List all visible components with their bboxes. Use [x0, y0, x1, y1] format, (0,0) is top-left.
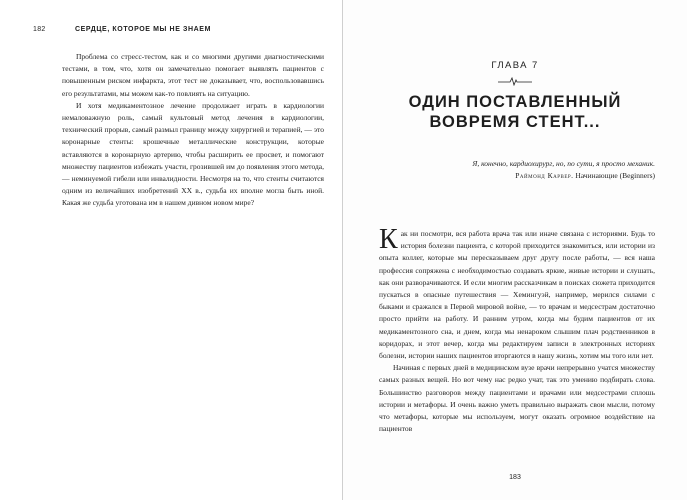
paragraph-text: ак ни посмотри, вся работа врача так или иначе связана с историями. Будь то история болезни пациента, с которой приходится знакомиться, или истории из опыта коллег, которые мы пересказываем друг другу после работы, — вся наша профессия сопряжена с необходимостью создавать яркие, живые истории и слушать, как они разворачиваются. И если многим рассказчикам в поисках сюжета приходится пускаться в опасные путешествия — Хемингуэй, например, мерился силами с быками и сражался в Первой мировой войне, — то врачам и медсестрам достаточно просто прийти на работу. И ранним утром, когда мы будим пациентов от их медикаментозного сна, и днем, когда мы ненароком слышим плач родственников в коридорах, и этот вечер, когда мы редактируем записи в электронных историях болезни, истории наших пациентов вторгаются в нашу жизнь, хотим мы того или нет. — [379, 229, 655, 361]
right-page — [343, 0, 687, 500]
running-title: СЕРДЦЕ, КОТОРОЕ МЫ НЕ ЗНАЕМ — [75, 26, 212, 33]
epigraph-source: Начинающие (Beginners) — [575, 171, 655, 180]
ekg-icon — [498, 76, 532, 86]
epigraph-quote: Я, конечно, кардиохирург, но, по сути, я просто механик. — [472, 159, 655, 168]
right-body-text — [379, 224, 655, 435]
running-head — [33, 26, 322, 33]
drop-cap: К — [379, 224, 398, 255]
paragraph: Начиная с первых дней в медицинском вузе врачи непрерывно учатся множеству самых разных вещей. Но вот чему нас редко учат, так это умению подбирать слова. Большинство разговоров между пациентами и врачами или медсестрами сплошь истории и метафоры. И очень важно уметь правильно выражать свои мысли, потому что метафоры, которые мы используем, могут оказать огромное воздействие на пациентов — [379, 363, 655, 434]
paragraph: И хотя медикаментозное лечение продолжает играть в кардиологии немаловажную роль, самый культовый метод лечения в кардиологии, технический прорыв, самый размыл границу между хирургией и терапией, — это коронарные стенты: крошечные металлические конструкции, которые вставляются в коронарную артерию, чтобы расширить ее просвет, и помогают множеству пациентов избежать участи, грозившей им до появления этого метода, — неминуемой гибели или инвалидности. Несмотря на то, что стенты считаются одним из величайших изобретений XX в., судьба их вполне могла быть иной. Какая же судьба уготована им в нашем дивном новом мире? — [62, 100, 324, 208]
chapter-title — [343, 92, 687, 132]
left-body-text — [62, 51, 324, 210]
epigraph-attribution — [365, 170, 655, 182]
left-page — [0, 0, 343, 500]
paragraph — [379, 224, 655, 362]
epigraph-author: Раймонд Карвер. — [515, 171, 574, 180]
right-page-number: 183 — [509, 474, 521, 481]
chapter-title-line: ВОВРЕМЯ СТЕНТ... — [429, 113, 601, 131]
left-page-number: 182 — [33, 26, 46, 33]
chapter-label: ГЛАВА 7 — [491, 60, 539, 71]
paragraph: Проблема со стресс-тестом, как и со многими другими диагностическими тестами, в том, что, хотя он замечательно помогает выявлять пациентов с повышенным риском инфаркта, этот тест не доказывает, что, воспользовавшись его результатами, мы можем как-то повлиять на ситуацию. — [62, 52, 324, 98]
epigraph — [365, 158, 655, 182]
chapter-title-line: ОДИН ПОСТАВЛЕННЫЙ — [408, 93, 622, 111]
